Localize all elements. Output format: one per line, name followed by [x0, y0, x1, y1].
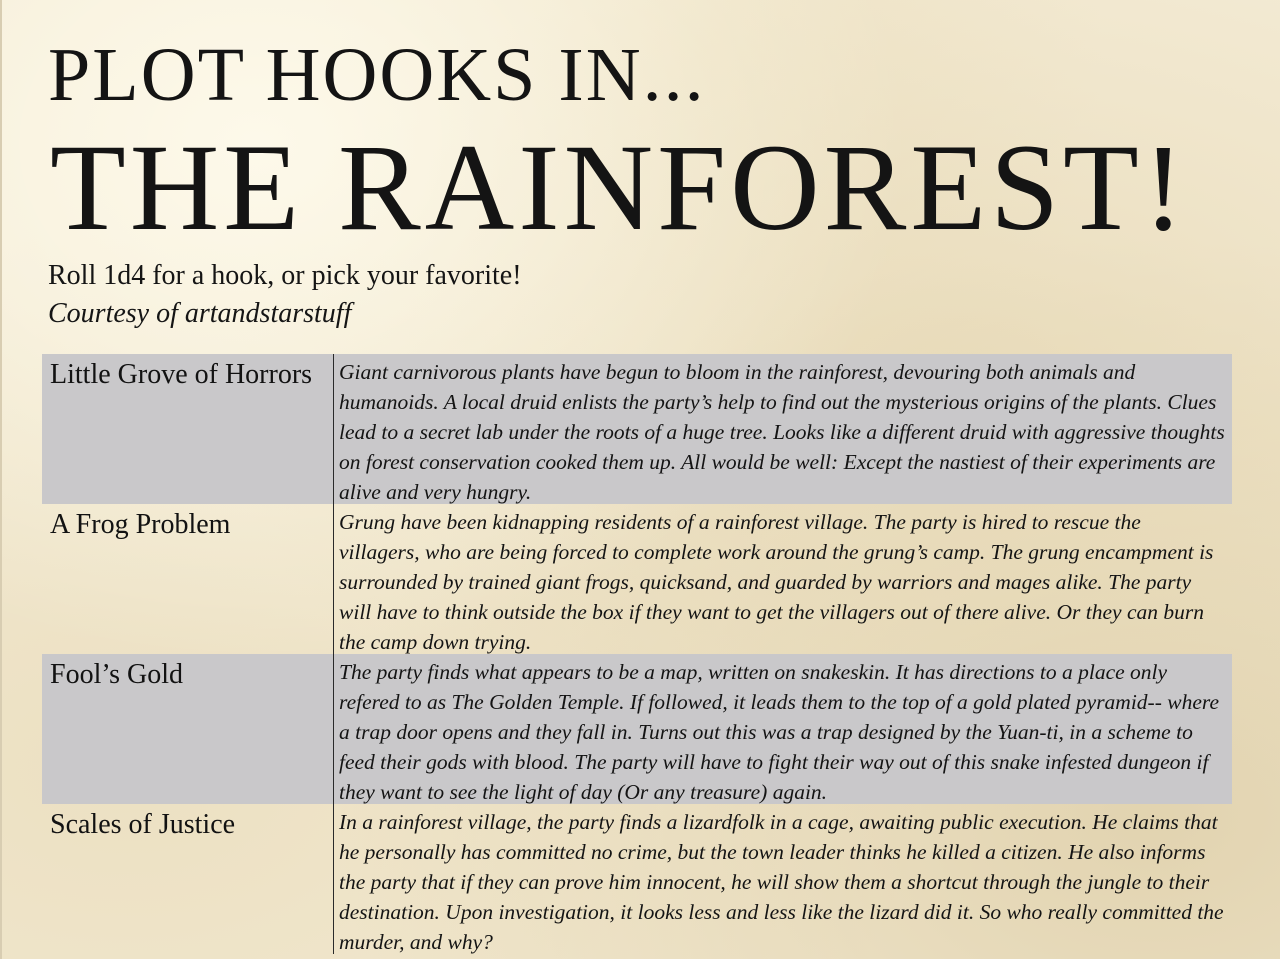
- hooks-table: [42, 354, 1232, 954]
- hook-row: [42, 654, 1232, 804]
- hook-name: A Frog Problem: [42, 504, 334, 654]
- hook-description: Grung have been kidnapping residents of a rainforest village. The party is hired to rescue the villagers, who are being forced to complete work around the grung’s camp. The grung encampment is surrounded by trained giant frogs, quicksand, and guarded by warriors and mages alike. The party will have to think outside the box if they want to get the villagers out of there alive. Or they can burn the camp down trying.: [339, 510, 1214, 654]
- hook-description: The party finds what appears to be a map, written on snakeskin. It has directions to a place only refered to as The Golden Temple. If followed, it leads them to the top of a gold plated pyramid-- where a trap door opens and they fall in. Turns out this was a trap designed by the Yuan-ti, in a scheme to feed their gods with blood. The party will have to fight their way out of this snake infested dungeon if they want to see the light of day (Or any treasure) again.: [339, 660, 1219, 804]
- title-line-1: PLOT HOOKS IN...: [48, 33, 706, 117]
- hook-row: [42, 804, 1232, 954]
- hook-description: In a rainforest village, the party finds a lizardfolk in a cage, awaiting public execution. He claims that he personally has committed no crime, but the town leader thinks he killed a citizen. He also informs the party that if they can prove him innocent, he will show them a shortcut through the jungle to their destination. Upon investigation, it looks less and less like the lizard did it. So who really committed the murder, and why?: [339, 810, 1224, 954]
- hook-row: [42, 504, 1232, 654]
- hook-name: Fool’s Gold: [42, 654, 334, 804]
- hook-row: [42, 354, 1232, 504]
- page-edge: [0, 0, 2, 959]
- title-line-2: THE RAINFOREST!: [50, 119, 1189, 256]
- hook-description: Giant carnivorous plants have begun to bloom in the rainforest, devouring both animals and humanoids. A local druid enlists the party’s help to find out the mysterious origins of the plants. Clues lead to a secret lab under the roots of a huge tree. Looks like a different druid with aggressive thoughts on forest conservation cooked them up. All would be well: Except the nastiest of their experiments are alive and very hungry.: [339, 360, 1225, 504]
- subtitle: Roll 1d4 for a hook, or pick your favorite!: [48, 260, 522, 291]
- hook-name: Scales of Justice: [42, 804, 334, 954]
- courtesy-credit: Courtesy of artandstarstuff: [48, 298, 352, 329]
- hook-name: Little Grove of Horrors: [42, 354, 334, 504]
